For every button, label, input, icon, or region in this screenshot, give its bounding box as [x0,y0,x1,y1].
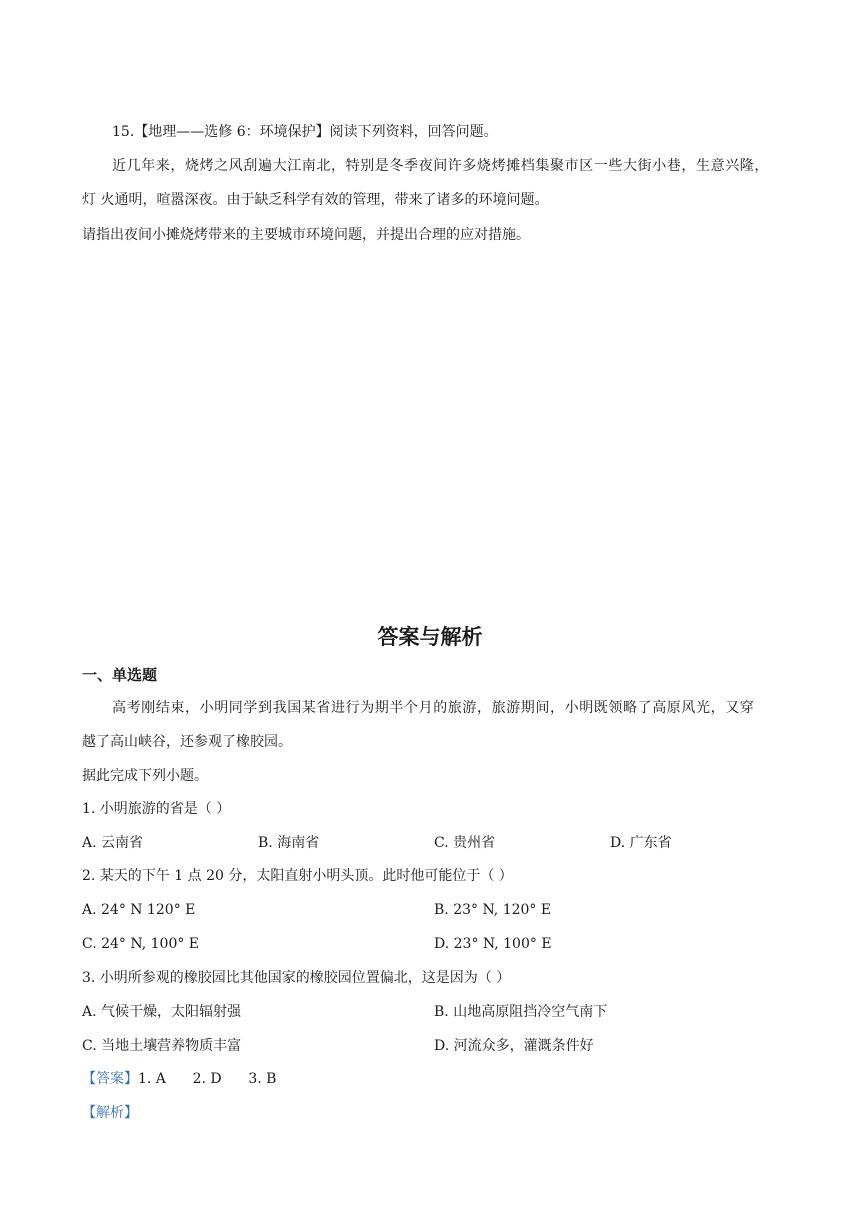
question-3-option-d: D. 河流众多，灌溉条件好 [434,1038,594,1054]
analysis-tag: 【解析】 [82,1105,138,1121]
q15-prompt: 请指出夜间小摊烧烤带来的主要城市环境问题，并提出合理的应对措施。 [82,227,530,243]
q15-paragraph-line-1: 近几年来，烧烤之风刮遍大江南北，特别是冬季夜间许多烧烤摊档集聚市区一些大街小巷，生意兴隆， [112,158,769,174]
question-2-stem: 2. 某天的下午 1 点 20 分，太阳直射小明头顶。此时他可能位于（ ） [82,868,513,884]
answer-line [82,1069,276,1089]
question-1-option-b: B. 海南省 [258,835,320,851]
question-1-option-c: C. 贵州省 [434,835,496,851]
intro-line-2: 越了高山峡谷，还参观了橡胶园。 [82,734,292,750]
section-heading: 一、单选题 [82,666,158,684]
question-2-option-d: D. 23° N, 100° E [434,936,552,952]
question-1-stem: 1. 小明旅游的省是（ ） [82,801,231,817]
intro-line-3: 据此完成下列小题。 [82,768,208,784]
question-1-option-a: A. 云南省 [82,835,144,851]
question-2-option-b: B. 23° N, 120° E [434,902,552,918]
answers-title: 答案与解析 [377,625,483,649]
question-1-option-d: D. 广东省 [610,835,672,851]
question-3-option-c: C. 当地土壤营养物质丰富 [82,1038,242,1054]
answer-tag: 【答案】 [82,1071,138,1087]
intro-line-1: 高考刚结束，小明同学到我国某省进行为期半个月的旅游，旅游期间，小明既领略了高原风光，又穿 [112,700,755,716]
question-3-stem: 3. 小明所参观的橡胶园比其他国家的橡胶园位置偏北，这是因为（ ） [82,970,511,986]
question-3-option-b: B. 山地高原阻挡冷空气南下 [434,1004,608,1020]
question-2-option-a: A. 24° N 120° E [82,902,196,918]
answer-text: 1. A 2. D 3. B [138,1071,277,1087]
q15-paragraph-line-2: 灯 火通明，喧嚣深夜。由于缺乏科学有效的管理，带来了诸多的环境问题。 [82,192,549,208]
q15-heading: 15.【地理——选修 6：环境保护】阅读下列资料，回答问题。 [112,124,498,140]
question-2-option-c: C. 24° N, 100° E [82,936,200,952]
question-3-option-a: A. 气候干燥，太阳辐射强 [82,1004,242,1020]
